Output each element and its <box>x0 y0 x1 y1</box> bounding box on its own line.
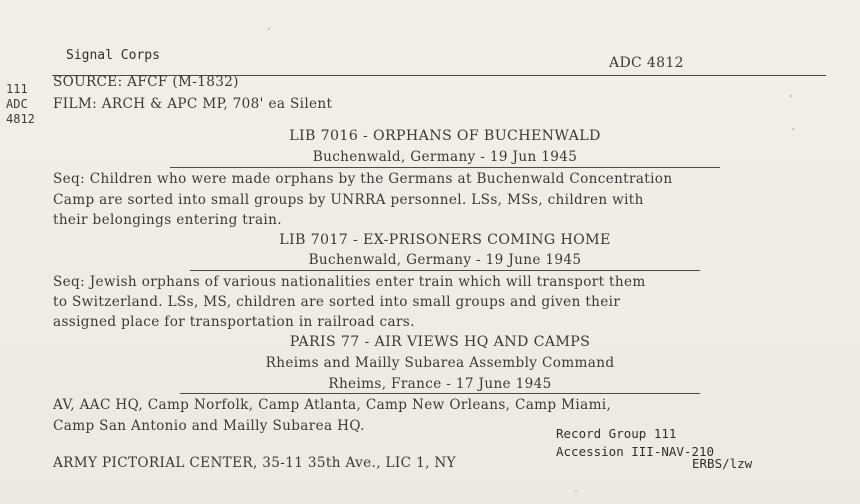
record-group-stamp: Record Group 111 <box>556 426 677 441</box>
entry-rule <box>170 167 720 168</box>
film-line: FILM: ARCH & APC MP, 708' ea Silent <box>53 96 333 112</box>
entry-subtitle: Rheims and Mailly Subarea Assembly Command <box>265 355 615 371</box>
entry-title: LIB 7017 - EX-PRISONERS COMING HOME <box>279 232 611 248</box>
paper-speck <box>790 95 792 97</box>
entry-desc-line: Camp San Antonio and Mailly Subarea HQ. <box>53 418 365 434</box>
entry-desc-line: Camp are sorted into small groups by UNRRA personnel. LSs, MSs, children with <box>53 192 644 208</box>
entry-place: Rheims, France - 17 June 1945 <box>328 376 552 392</box>
entry-title: LIB 7016 - ORPHANS OF BUCHENWALD <box>289 128 601 144</box>
paper-speck <box>575 490 577 492</box>
header-agency: Signal Corps <box>66 48 160 63</box>
entry-desc-line: their belongings entering train. <box>53 212 282 228</box>
entry-desc-line: Seq: Jewish orphans of various nationalities enter train which will transport them <box>53 274 646 290</box>
side-tab-line: 111 <box>6 82 28 96</box>
header-card-number: ADC 4812 <box>609 55 684 71</box>
source-line: SOURCE: AFCF (M-1832) <box>53 74 239 90</box>
side-tab <box>6 82 35 127</box>
accession-stamp: Accession III-NAV-210 <box>556 444 715 459</box>
entry-title: PARIS 77 - AIR VIEWS HQ AND CAMPS <box>289 334 591 350</box>
entry-desc-line: to Switzerland. LSs, MS, children are sorted into small groups and given their <box>53 294 621 310</box>
entry-rule <box>180 393 700 394</box>
entry-place: Buchenwald, Germany - 19 June 1945 <box>308 252 582 268</box>
entry-desc-line: Seq: Children who were made orphans by the Germans at Buchenwald Concentration <box>53 171 673 187</box>
side-tab-line: 4812 <box>6 112 35 126</box>
entry-rule <box>190 270 700 271</box>
entry-desc-line: assigned place for transportation in railroad cars. <box>53 314 415 330</box>
side-tab-line: ADC <box>6 97 28 111</box>
entry-place: Buchenwald, Germany - 19 Jun 1945 <box>312 149 578 165</box>
paper-speck <box>268 28 270 30</box>
entry-desc-line: AV, AAC HQ, Camp Norfolk, Camp Atlanta, Camp New Orleans, Camp Miami, <box>53 397 612 413</box>
paper-speck <box>792 128 794 130</box>
footer-initials: ERBS/lzw <box>692 456 753 471</box>
footer-address: ARMY PICTORIAL CENTER, 35-11 35th Ave., LIC 1, NY <box>53 455 456 471</box>
